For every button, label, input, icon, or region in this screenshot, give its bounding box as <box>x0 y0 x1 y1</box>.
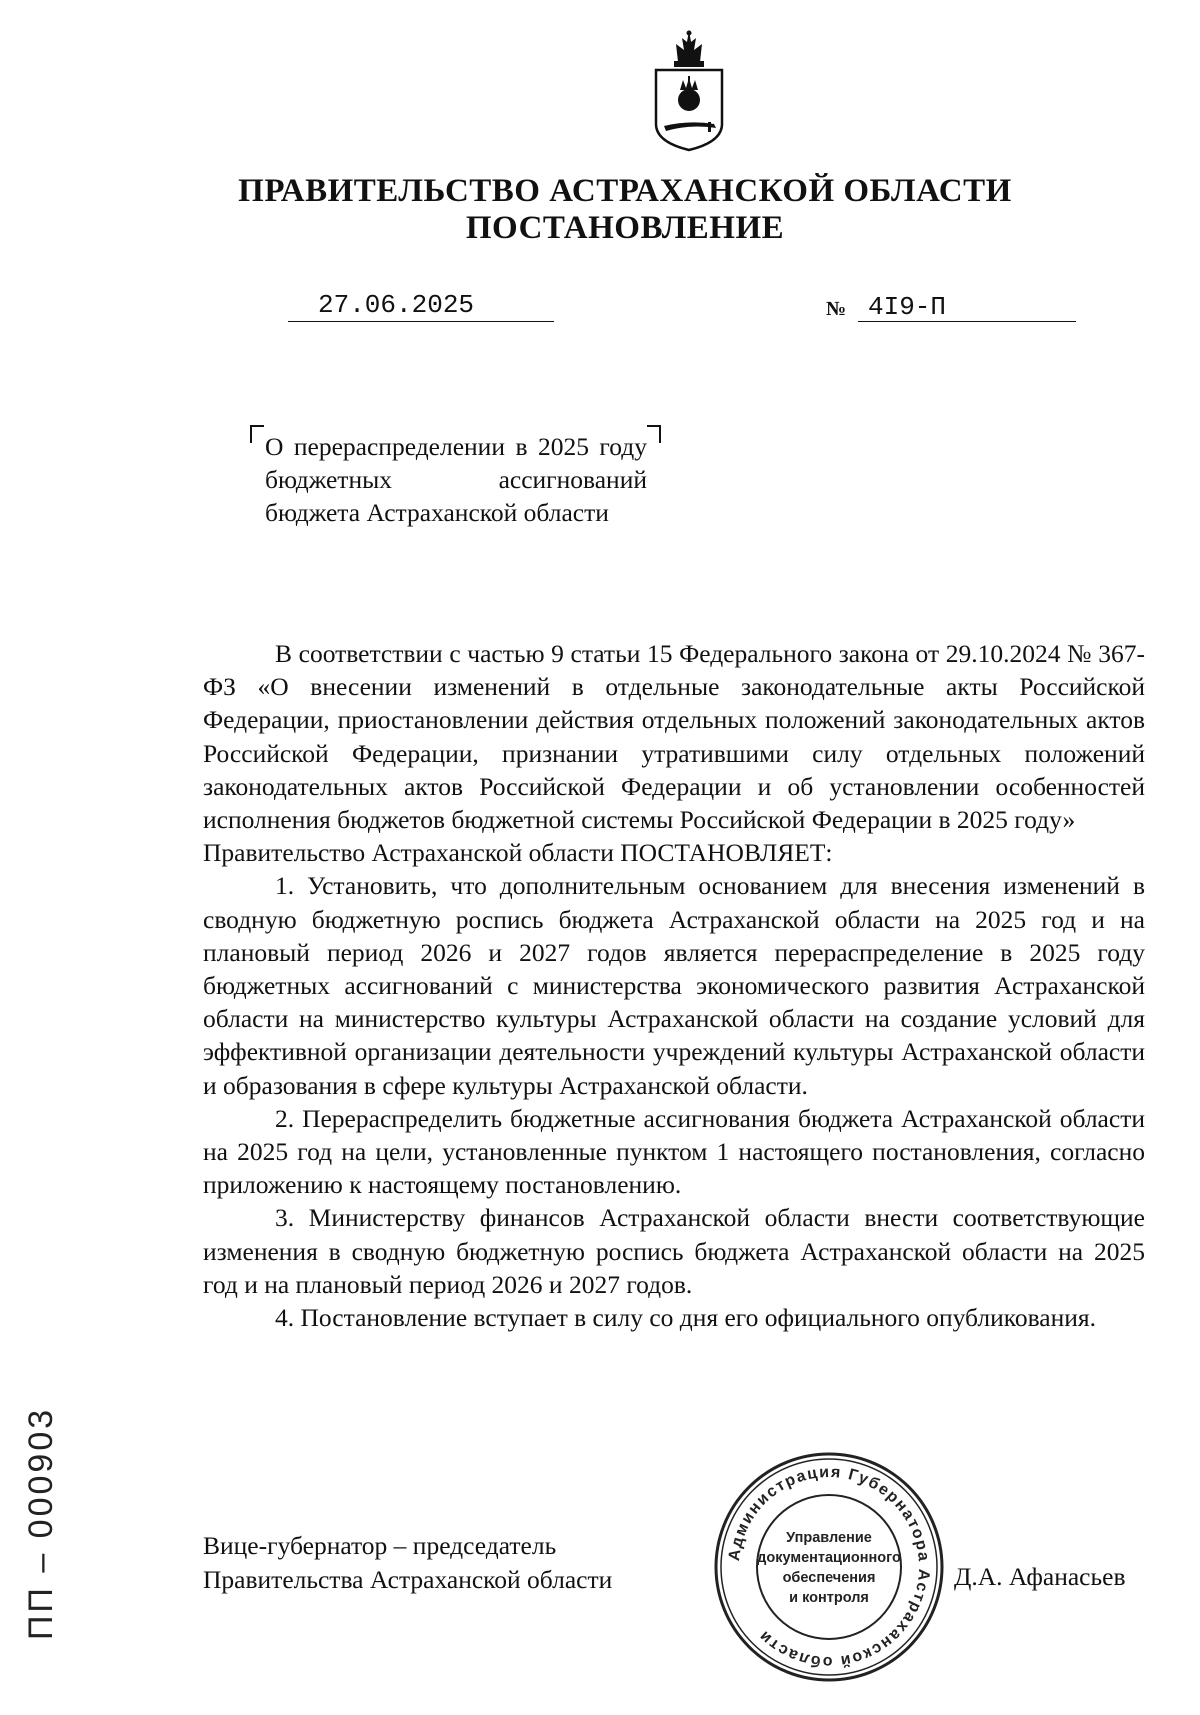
body-item-1: 1. Установить, что дополнительным основанием для внесения изменений в сводную бюджетную роспись бюджета Астраханской области на 2025 год и на плановый период 2026 и 2027 годов является перераспределение в 2025 году бюджетных ассигнований с министерства экономического развития Астраханской области на министерство культуры Астраханской области на создание условий для эффективной организации деятельности учреждений культуры Астраханской области и образования в сфере культуры Астраханской области. <box>203 871 1145 1100</box>
signatory-name: Д.А. Афанасьев <box>954 1562 1126 1591</box>
date-underline <box>288 321 554 322</box>
stamp-center-line-1: Управление <box>786 1530 872 1546</box>
body-item-2: 2. Перераспределить бюджетные ассигнования бюджета Астраханской области на 2025 год на цели, установленные пунктом 1 настоящего постановления, согласно приложению к настоящему постановлению. <box>203 1103 1145 1200</box>
coat-of-arms-icon <box>650 28 728 153</box>
signatory-title-line1: Вице-губернатор – председатель <box>203 1531 557 1560</box>
subject-corner-left <box>250 425 264 443</box>
preamble-paragraph: В соответствии с частью 9 статьи 15 Федерального закона от 29.10.2024 № 367-ФЗ «О внесении изменений в отдельные законодательные акты Российской Федерации, приостановлении действия отдельных положений законодательных актов Российской Федерации, признании утратившими силу отдельных положений законодательных актов Российской Федерации и об установлении особенностей исполнения бюджетов бюджетной системы Российской Федерации в 2025 году» <box>203 639 1145 835</box>
subject-corner-right <box>647 425 661 443</box>
signatory-title <box>203 1529 612 1597</box>
org-title: ПРАВИТЕЛЬСТВО АСТРАХАНСКОЙ ОБЛАСТИ <box>238 173 1012 209</box>
doc-type-title: ПОСТАНОВЛЕНИЕ <box>465 210 785 246</box>
stamp-center-line-4: и контроля <box>789 1590 869 1606</box>
official-stamp <box>712 1450 946 1684</box>
stamp-center-line-2: документационного <box>757 1550 901 1566</box>
body-item-3: 3. Министерству финансов Астраханской области внести соответствующие изменения в сводную бюджетную роспись бюджета Астраханской области на 2025 год и на плановый период 2026 и 2027 годов. <box>203 1203 1145 1299</box>
signatory-title-line2: Правительства Астраханской области <box>203 1565 613 1594</box>
document-body <box>203 637 1145 1334</box>
number-underline <box>858 321 1076 322</box>
side-registration-code: ПП – 000903 <box>22 1406 60 1640</box>
document-subject: О перераспределении в 2025 году бюджетных ассигнований бюджета Астраханской области <box>265 432 647 527</box>
body-item-4: 4. Постановление вступает в силу со дня его официального опубликования. <box>275 1303 1096 1333</box>
stamp-ring-text: Администрация Губернатора Астраханской области <box>726 1463 933 1671</box>
document-date: 27.06.2025 <box>318 290 475 320</box>
stamp-center-line-3: обеспечения <box>782 1570 876 1586</box>
number-sign: № <box>826 298 847 320</box>
resolves-line: Правительство Астраханской области ПОСТАНОВЛЯЕТ: <box>203 838 833 868</box>
document-number: 4I9-П <box>868 292 947 322</box>
